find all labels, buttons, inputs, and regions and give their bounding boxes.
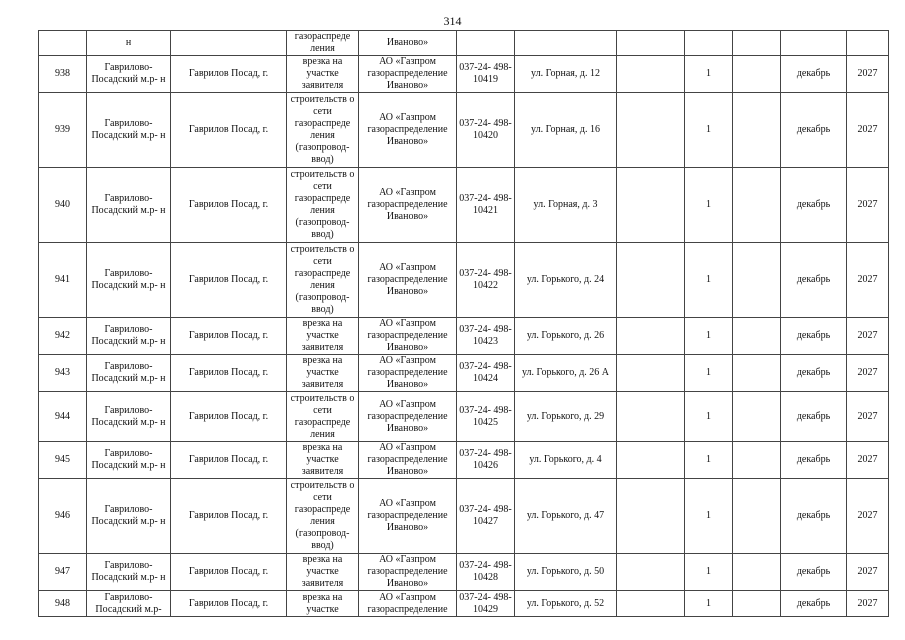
cell-district: Гаврилово- Посадский м.р- н [87,392,171,442]
cell-district: Гаврилово- Посадский м.р- н [87,355,171,392]
cell-empty-2 [733,554,781,591]
cell-number: 944 [39,392,87,442]
table-row [39,243,889,318]
cell-month: декабрь [781,442,847,479]
cell-settlement: Гаврилов Посад, г. [171,591,287,617]
cell-district: Гаврилово- Посадский м.р- [87,591,171,617]
cell-empty-2 [733,442,781,479]
cell-code: 037-24- 498-10423 [457,318,515,355]
cell-organization: АО «Газпром газораспределение Иваново» [359,392,457,442]
cell-code: 037-24- 498-10421 [457,168,515,243]
cell-number: 947 [39,554,87,591]
cell-quantity: 1 [685,318,733,355]
cell-month: декабрь [781,355,847,392]
cell-district: Гаврилово- Посадский м.р- н [87,168,171,243]
cell-settlement: Гаврилов Посад, г. [171,392,287,442]
cell-address: ул. Горная, д. 3 [515,168,617,243]
cell-work-type: строительств о сети газораспреде ления (газопровод- ввод) [287,479,359,554]
gas-connection-table [38,30,889,617]
cell-work-type: строительств о сети газораспреде ления (газопровод- ввод) [287,93,359,168]
cell-quantity [685,31,733,56]
cell-month: декабрь [781,243,847,318]
cell-district: Гаврилово- Посадский м.р- н [87,554,171,591]
table-row-continued [39,31,889,56]
cell-year: 2027 [847,168,889,243]
cell-work-type: газораспреде ления [287,31,359,56]
cell-month [781,31,847,56]
cell-year: 2027 [847,591,889,617]
cell-work-type: строительств о сети газораспреде ления (газопровод- ввод) [287,168,359,243]
cell-district: Гаврилово- Посадский м.р- н [87,442,171,479]
cell-district: Гаврилово- Посадский м.р- н [87,93,171,168]
cell-work-type: строительств о сети газораспреде ления (газопровод- ввод) [287,243,359,318]
cell-empty-2 [733,56,781,93]
cell-work-type: врезка на участке заявителя [287,318,359,355]
cell-work-type: врезка на участке заявителя [287,56,359,93]
cell-address: ул. Горького, д. 24 [515,243,617,318]
cell-quantity: 1 [685,554,733,591]
cell-settlement: Гаврилов Посад, г. [171,442,287,479]
cell-address: ул. Горького, д. 26 [515,318,617,355]
cell-settlement: Гаврилов Посад, г. [171,355,287,392]
cell-year: 2027 [847,318,889,355]
cell-code: 037-24- 498-10425 [457,392,515,442]
cell-work-type: врезка на участке заявителя [287,442,359,479]
cell-settlement: Гаврилов Посад, г. [171,168,287,243]
cell-empty-2 [733,591,781,617]
cell-organization: АО «Газпром газораспределение [359,591,457,617]
cell-empty-1 [617,56,685,93]
cell-year: 2027 [847,243,889,318]
cell-address [515,31,617,56]
table-row [39,56,889,93]
cell-empty-2 [733,93,781,168]
cell-code: 037-24- 498-10429 [457,591,515,617]
cell-number: 945 [39,442,87,479]
cell-number: 943 [39,355,87,392]
cell-settlement: Гаврилов Посад, г. [171,93,287,168]
cell-organization: АО «Газпром газораспределение Иваново» [359,479,457,554]
cell-code: 037-24- 498-10426 [457,442,515,479]
cell-organization: АО «Газпром газораспределение Иваново» [359,93,457,168]
cell-organization: Иваново» [359,31,457,56]
cell-empty-1 [617,355,685,392]
cell-address: ул. Горная, д. 12 [515,56,617,93]
cell-code [457,31,515,56]
cell-empty-2 [733,243,781,318]
cell-address: ул. Горького, д. 29 [515,392,617,442]
table-row [39,355,889,392]
cell-year: 2027 [847,479,889,554]
cell-number: 938 [39,56,87,93]
cell-number: 939 [39,93,87,168]
cell-empty-2 [733,318,781,355]
cell-address: ул. Горького, д. 4 [515,442,617,479]
cell-work-type: врезка на участке заявителя [287,355,359,392]
cell-empty-2 [733,168,781,243]
cell-district: Гаврилово- Посадский м.р- н [87,243,171,318]
cell-month: декабрь [781,479,847,554]
cell-year: 2027 [847,93,889,168]
cell-month: декабрь [781,554,847,591]
cell-code: 037-24- 498-10428 [457,554,515,591]
cell-empty-1 [617,31,685,56]
cell-empty-1 [617,479,685,554]
table-row [39,591,889,617]
cell-quantity: 1 [685,442,733,479]
cell-quantity: 1 [685,392,733,442]
page-number: 314 [443,14,462,28]
cell-settlement: Гаврилов Посад, г. [171,554,287,591]
cell-empty-1 [617,93,685,168]
cell-quantity: 1 [685,479,733,554]
cell-empty-1 [617,591,685,617]
cell-month: декабрь [781,93,847,168]
cell-number: 941 [39,243,87,318]
cell-district: Гаврилово- Посадский м.р- н [87,318,171,355]
cell-empty-1 [617,243,685,318]
cell-quantity: 1 [685,591,733,617]
cell-empty-2 [733,31,781,56]
cell-organization: АО «Газпром газораспределение Иваново» [359,442,457,479]
cell-settlement [171,31,287,56]
cell-month: декабрь [781,318,847,355]
cell-code: 037-24- 498-10424 [457,355,515,392]
cell-organization: АО «Газпром газораспределение Иваново» [359,554,457,591]
cell-organization: АО «Газпром газораспределение Иваново» [359,318,457,355]
cell-number [39,31,87,56]
cell-year: 2027 [847,442,889,479]
cell-quantity: 1 [685,168,733,243]
cell-year: 2027 [847,355,889,392]
cell-address: ул. Горького, д. 52 [515,591,617,617]
cell-quantity: 1 [685,355,733,392]
cell-number: 942 [39,318,87,355]
cell-organization: АО «Газпром газораспределение Иваново» [359,243,457,318]
table-row [39,392,889,442]
cell-year: 2027 [847,392,889,442]
cell-empty-2 [733,392,781,442]
cell-quantity: 1 [685,56,733,93]
cell-address: ул. Горького, д. 47 [515,479,617,554]
cell-month: декабрь [781,591,847,617]
cell-number: 946 [39,479,87,554]
cell-year: 2027 [847,554,889,591]
cell-code: 037-24- 498-10419 [457,56,515,93]
cell-year [847,31,889,56]
cell-address: ул. Горького, д. 50 [515,554,617,591]
cell-settlement: Гаврилов Посад, г. [171,479,287,554]
table-row [39,318,889,355]
cell-work-type: строительств о сети газораспреде ления [287,392,359,442]
cell-empty-2 [733,355,781,392]
table-row [39,442,889,479]
cell-settlement: Гаврилов Посад, г. [171,318,287,355]
cell-code: 037-24- 498-10422 [457,243,515,318]
cell-settlement: Гаврилов Посад, г. [171,56,287,93]
cell-quantity: 1 [685,243,733,318]
table-row [39,554,889,591]
cell-organization: АО «Газпром газораспределение Иваново» [359,56,457,93]
cell-district: Гаврилово- Посадский м.р- н [87,56,171,93]
cell-empty-2 [733,479,781,554]
cell-empty-1 [617,168,685,243]
table-row [39,93,889,168]
cell-organization: АО «Газпром газораспределение Иваново» [359,355,457,392]
cell-number: 948 [39,591,87,617]
cell-empty-1 [617,442,685,479]
cell-month: декабрь [781,56,847,93]
cell-work-type: врезка на участке заявителя [287,554,359,591]
cell-month: декабрь [781,168,847,243]
cell-code: 037-24- 498-10420 [457,93,515,168]
table-row [39,479,889,554]
cell-empty-1 [617,318,685,355]
cell-district: н [87,31,171,56]
cell-address: ул. Горная, д. 16 [515,93,617,168]
cell-district: Гаврилово- Посадский м.р- н [87,479,171,554]
cell-code: 037-24- 498-10427 [457,479,515,554]
cell-empty-1 [617,554,685,591]
cell-work-type: врезка на участке [287,591,359,617]
cell-organization: АО «Газпром газораспределение Иваново» [359,168,457,243]
cell-quantity: 1 [685,93,733,168]
cell-empty-1 [617,392,685,442]
cell-address: ул. Горького, д. 26 А [515,355,617,392]
table-row [39,168,889,243]
cell-month: декабрь [781,392,847,442]
cell-settlement: Гаврилов Посад, г. [171,243,287,318]
cell-year: 2027 [847,56,889,93]
cell-number: 940 [39,168,87,243]
